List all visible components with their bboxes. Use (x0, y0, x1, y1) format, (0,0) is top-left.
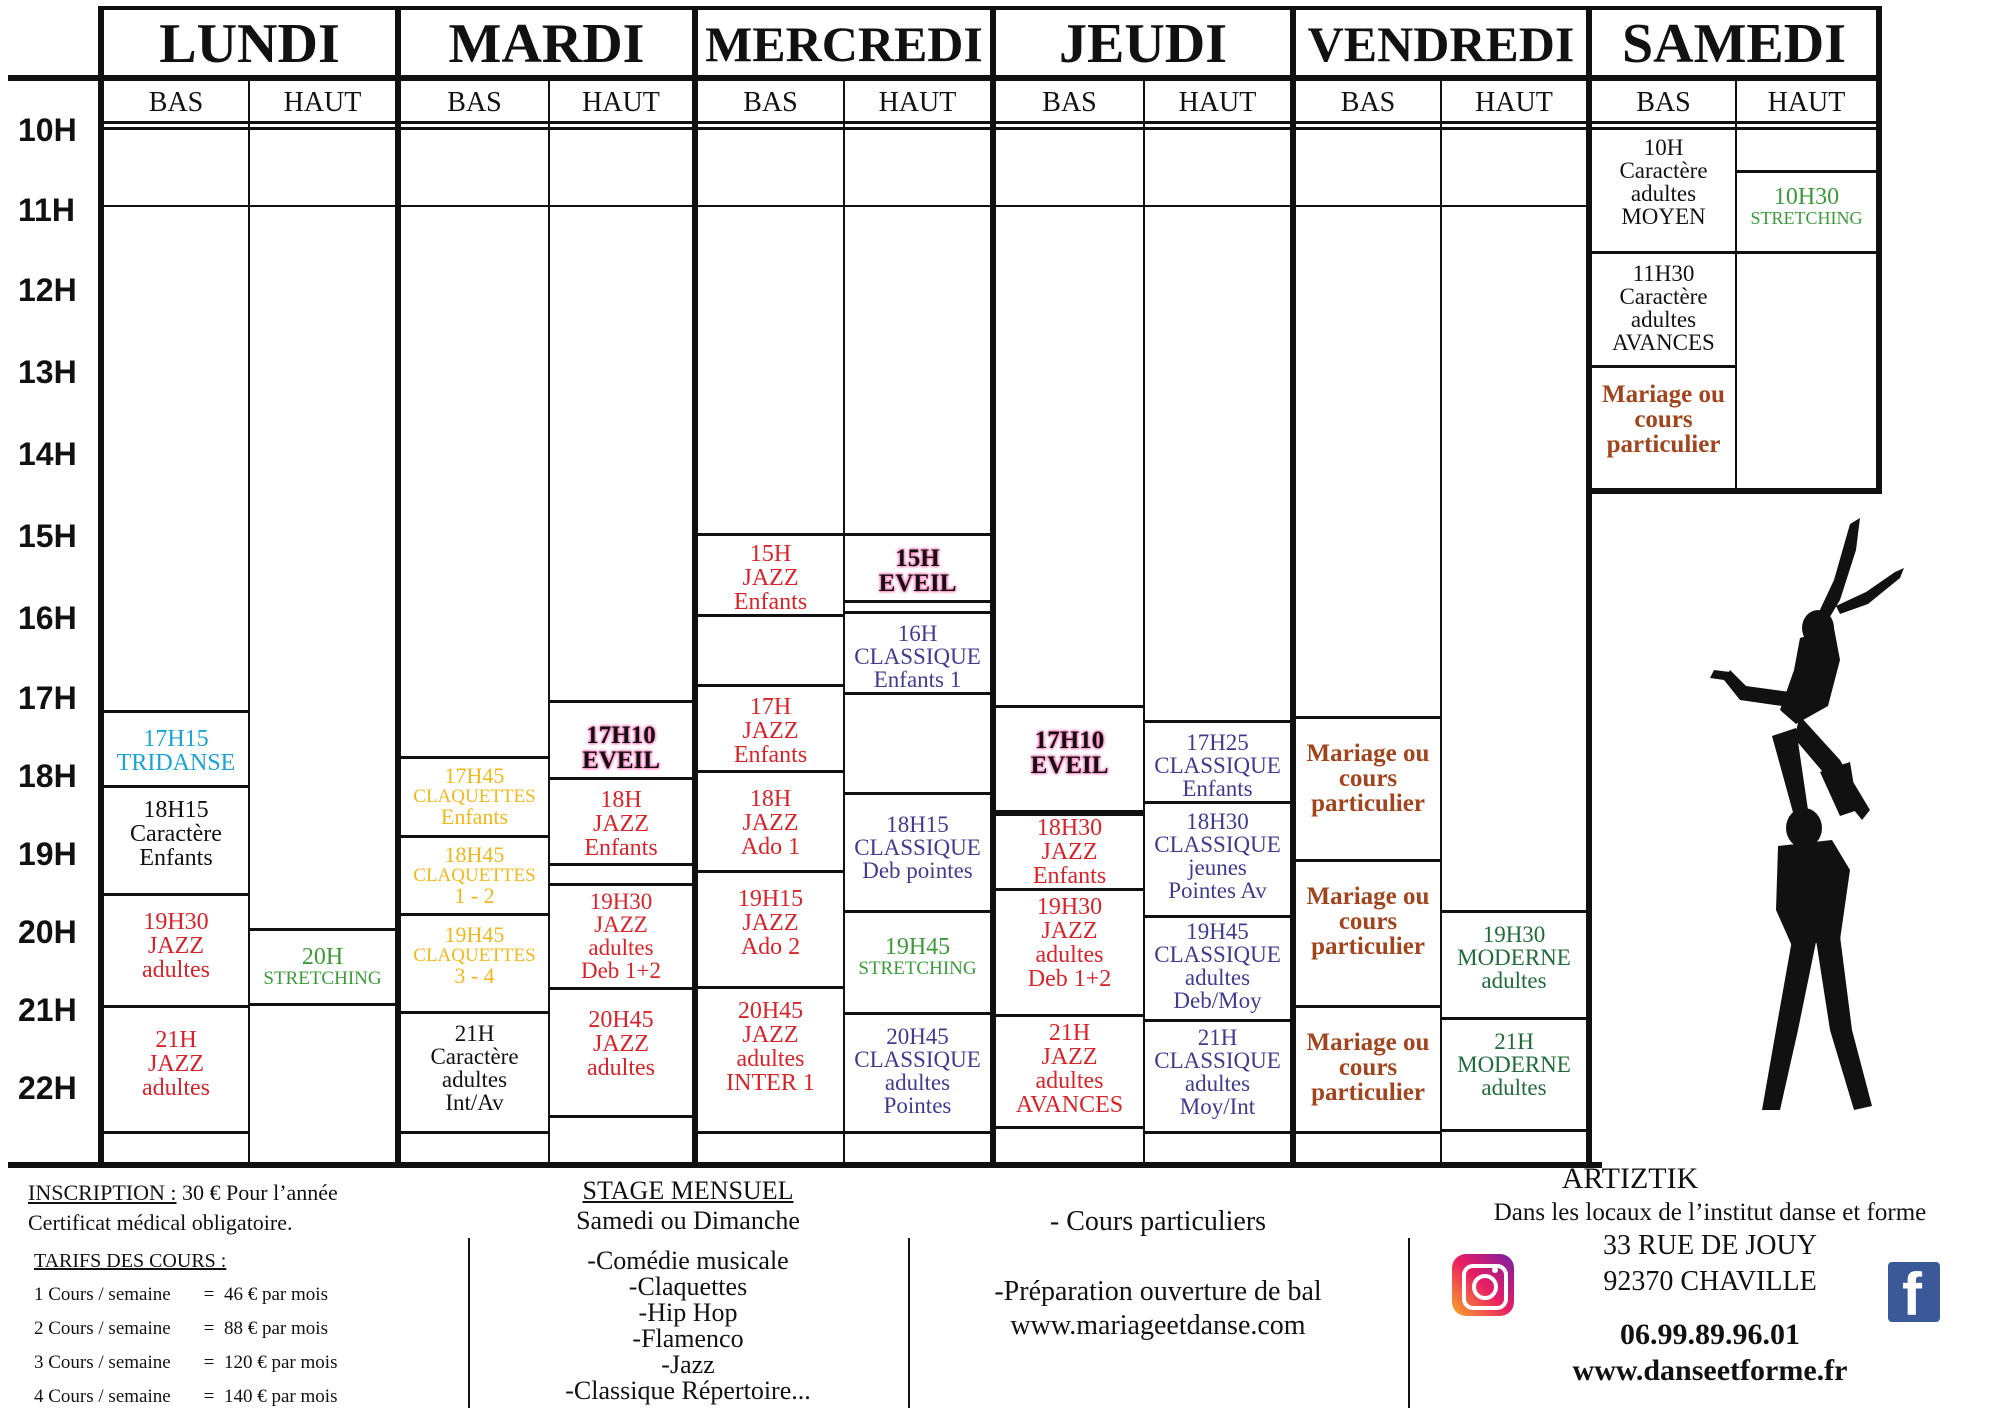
hour-label: 11H (18, 192, 75, 228)
slot-line: Mariage ou (1602, 381, 1725, 408)
footer-divider (908, 1238, 910, 1408)
stage-item: -Jazz (661, 1350, 715, 1379)
class-slot (550, 866, 692, 886)
class-slot (1592, 130, 1735, 254)
hour-label: 17H (18, 680, 77, 716)
tarif-eq: = (203, 1318, 215, 1339)
tarif-prix: 120 € par mois (224, 1352, 338, 1373)
slot-time: 17H45 (444, 763, 505, 788)
class-slot (1296, 716, 1440, 862)
slot-line: MOYEN (1621, 204, 1706, 229)
class-slot (845, 611, 990, 695)
slot-line: Enfants (733, 742, 808, 768)
slot-line: STRETCHING (263, 968, 382, 989)
stage-item: -Comédie musicale (587, 1246, 789, 1275)
slot-line: JAZZ (742, 1022, 799, 1048)
slot-time: 21H (454, 1021, 495, 1046)
slot-line: STRETCHING (858, 958, 977, 979)
slot-line: Caractère (430, 1044, 519, 1069)
slot-line: JAZZ (742, 565, 799, 591)
slot-line: CLASSIQUE (854, 644, 981, 669)
sub-bas: BAS (1340, 87, 1396, 118)
slot-line: Enfants (440, 804, 509, 829)
slot-line: Enfants (733, 589, 808, 615)
preparation-bal: -Préparation ouverture de bal (994, 1276, 1322, 1307)
slot-line: particulier (1606, 431, 1721, 458)
day-title-lundi: LUNDI (159, 13, 340, 72)
day-divider (1876, 6, 1882, 494)
slot-time: 10H (1643, 135, 1684, 160)
class-slot (845, 1015, 990, 1134)
tarif-eq: = (203, 1386, 215, 1407)
slot-line: JAZZ (1041, 1044, 1098, 1070)
slot-line: Mariage ou (1306, 1029, 1430, 1056)
address-city: 92370 CHAVILLE (1603, 1266, 1817, 1297)
slot-line: Moy/Int (1179, 1094, 1256, 1119)
class-slot (104, 788, 248, 896)
slot-line: adultes (1184, 965, 1251, 990)
class-slot (1145, 720, 1290, 804)
class-slot (401, 756, 548, 838)
slot-time: 16H (897, 621, 938, 646)
hour-label: 18H (18, 758, 77, 794)
slot-line: Deb/Moy (1173, 988, 1262, 1013)
slot-line: Enfants (1032, 863, 1107, 889)
tarif-row (34, 1348, 474, 1378)
slot-time: 19H30 (589, 889, 653, 914)
address-street: 33 RUE DE JOUY (1603, 1230, 1817, 1261)
sub-bas: BAS (1042, 87, 1097, 118)
slot-line: adultes (1035, 942, 1104, 968)
class-slot (996, 705, 1143, 813)
class-slot (698, 533, 843, 617)
samedi-bottom-line (1592, 488, 1882, 494)
class-slot (1145, 1022, 1290, 1134)
instagram-icon[interactable] (1452, 1254, 1514, 1316)
day-title-vendredi: VENDREDI (1307, 16, 1575, 72)
sub-haut: HAUT (1767, 87, 1846, 118)
slot-line: Caractère (1619, 158, 1708, 183)
slot-line: adultes (441, 1067, 508, 1092)
slot-line: JAZZ (1041, 839, 1098, 865)
slot-line: Deb 1+2 (1027, 966, 1112, 992)
slot-line: Int/Av (445, 1090, 504, 1115)
footer-divider (1408, 1238, 1410, 1408)
sub-bas: BAS (743, 87, 798, 118)
slot-time: 21H (1048, 1020, 1091, 1046)
tarif-eq: = (203, 1284, 215, 1305)
slot-line: JAZZ (148, 1051, 204, 1077)
stage-title: STAGE MENSUEL (582, 1176, 794, 1205)
day-title-mercredi: MERCREDI (705, 16, 983, 72)
slot-line: CLASSIQUE (1154, 942, 1281, 967)
slot-line: adultes (1630, 181, 1697, 206)
slot-line: CLASSIQUE (854, 1047, 981, 1072)
slot-line: particulier (1311, 1079, 1425, 1106)
tarif-row (34, 1280, 474, 1310)
class-slot (550, 780, 692, 866)
brand-name: ARTIZTIK (1561, 1162, 1699, 1195)
stage-subtitle: Samedi ou Dimanche (576, 1206, 800, 1235)
class-slot (1592, 254, 1735, 368)
class-slot (1592, 368, 1735, 488)
slot-time: 21H (1197, 1025, 1238, 1050)
hour-10-line (98, 205, 1592, 207)
class-slot (698, 687, 843, 773)
slot-line: adultes (587, 1055, 655, 1081)
class-slot (1296, 1008, 1440, 1134)
slot-line: AVANCES (1612, 330, 1715, 355)
sub-bas: BAS (148, 87, 204, 118)
slot-time: 17H10 (1034, 727, 1105, 754)
class-slot (845, 913, 990, 1015)
stage-item: -Claquettes (628, 1272, 748, 1301)
slot-line: Mariage ou (1306, 740, 1430, 767)
slot-line: Enfants 1 (873, 667, 962, 692)
sub-divider (1735, 81, 1737, 491)
stage-item: -Flamenco (632, 1324, 744, 1353)
slot-line: Deb pointes (862, 858, 973, 883)
hour-label: 12H (18, 272, 77, 308)
slot-time: 20H45 (886, 1024, 949, 1049)
footer-divider (468, 1238, 470, 1408)
slot-time: 19H30 (1482, 922, 1546, 947)
class-slot (104, 710, 248, 788)
slot-line: adultes (1184, 1071, 1251, 1096)
slot-line: Ado 2 (740, 934, 801, 960)
slot-line: adultes (736, 1046, 805, 1072)
slot-time: 19H45 (1186, 919, 1249, 944)
slot-line: Mariage ou (1306, 883, 1430, 910)
slot-time: 19H45 (444, 922, 505, 947)
slot-line: CLAQUETTES (413, 865, 536, 886)
hour-label: 10H (18, 112, 77, 148)
tarifs-label: TARIFS DES COURS : (34, 1250, 227, 1272)
inscription-text: 30 € Pour l’année (176, 1180, 338, 1205)
slot-line: MODERNE (1457, 945, 1571, 970)
slot-line: CLAQUETTES (413, 786, 536, 807)
class-slot (1145, 918, 1290, 1022)
class-slot (698, 873, 843, 989)
slot-line: Enfants (139, 845, 213, 871)
tarif-cours: 1 Cours / semaine (34, 1284, 171, 1305)
slot-line: JAZZ (593, 1031, 649, 1057)
hour-label: 13H (18, 354, 77, 390)
stage-item: -Classique Répertoire... (565, 1376, 811, 1405)
slot-line: CLASSIQUE (1154, 832, 1281, 857)
class-slot (996, 1017, 1143, 1129)
slot-time: 19H15 (737, 886, 804, 912)
slot-line: adultes (588, 935, 654, 960)
slot-line: JAZZ (148, 933, 204, 959)
slot-line: MODERNE (1457, 1052, 1571, 1077)
inscription-label: INSCRIPTION : (28, 1180, 177, 1205)
tarif-prix: 46 € par mois (224, 1284, 328, 1305)
slot-line: CLASSIQUE (1154, 1048, 1281, 1073)
slot-time: 18H15 (886, 812, 949, 837)
class-slot (401, 1014, 548, 1134)
slot-time: 17H (749, 694, 792, 720)
slot-line: Pointes (883, 1093, 952, 1118)
class-slot (104, 896, 248, 1008)
tarif-row (34, 1314, 474, 1344)
slot-line: adultes (1481, 1075, 1547, 1100)
class-slot (1145, 804, 1290, 918)
class-slot (698, 773, 843, 873)
hour-label: 16H (18, 600, 77, 636)
phone-number[interactable]: 06.99.89.96.01 (1620, 1318, 1800, 1351)
slot-line: EVEIL (878, 570, 957, 597)
slot-line: EVEIL (582, 747, 660, 774)
tarif-prix: 88 € par mois (224, 1318, 328, 1339)
slot-line: INTER 1 (726, 1070, 815, 1096)
slot-line: Caractère (1619, 284, 1708, 309)
slot-time: 17H15 (143, 726, 209, 752)
slot-time: 19H30 (143, 909, 209, 935)
grid-header-line (8, 75, 1882, 81)
hour-label: 21H (18, 992, 77, 1028)
slot-line: adultes (142, 957, 210, 983)
slot-line: AVANCES (1015, 1092, 1124, 1118)
class-slot (401, 838, 548, 916)
slot-line: adultes (142, 1075, 210, 1101)
class-slot (550, 700, 692, 780)
slot-time: 18H30 (1186, 809, 1249, 834)
slot-line: Ado 1 (740, 834, 801, 860)
sub-haut: HAUT (878, 87, 957, 118)
class-slot (1296, 862, 1440, 1008)
class-slot (550, 886, 692, 990)
hour-label: 22H (18, 1070, 77, 1106)
slot-line: cours (1338, 1054, 1398, 1081)
hour-label: 19H (18, 836, 77, 872)
slot-time: 18H15 (143, 797, 209, 823)
slot-time: 20H45 (588, 1007, 654, 1033)
class-slot (845, 533, 990, 603)
class-slot (845, 695, 990, 795)
mariage-link[interactable]: www.mariageetdanse.com (1010, 1310, 1306, 1341)
slot-time: 18H30 (1036, 815, 1103, 841)
tarif-cours: 3 Cours / semaine (34, 1352, 171, 1373)
website-link[interactable]: www.danseetforme.fr (1572, 1354, 1848, 1387)
slot-line: EVEIL (1030, 752, 1109, 779)
facebook-icon[interactable]: f (1888, 1262, 1940, 1322)
slot-line: adultes (1481, 968, 1547, 993)
slot-time: 18H45 (444, 842, 505, 867)
sub-haut: HAUT (283, 87, 362, 118)
slot-time: 18H (600, 787, 642, 813)
tarif-cours: 4 Cours / semaine (34, 1386, 171, 1407)
slot-time: 17H10 (586, 722, 656, 749)
sub-bas: BAS (447, 87, 502, 118)
slot-line: cours (1338, 765, 1398, 792)
class-slot (845, 795, 990, 913)
stage-item: -Hip Hop (638, 1298, 738, 1327)
class-slot (104, 1008, 248, 1134)
sub-haut: HAUT (1475, 87, 1553, 118)
slot-line: jeunes (1188, 855, 1247, 880)
class-slot (550, 990, 692, 1118)
slot-line: JAZZ (742, 910, 799, 936)
class-slot (1737, 170, 1876, 254)
sub-haut: HAUT (582, 87, 660, 118)
slot-line: Pointes Av (1168, 878, 1267, 903)
slot-line: CLASSIQUE (1154, 753, 1281, 778)
day-title-samedi: SAMEDI (1621, 13, 1847, 72)
day-title-jeudi: JEUDI (1058, 13, 1228, 72)
slot-line: JAZZ (593, 811, 649, 837)
slot-line: 3 - 4 (454, 963, 495, 988)
slot-line: adultes (1630, 307, 1697, 332)
locaux-text: Dans les locaux de l’institut danse et forme (1493, 1199, 1927, 1226)
sub-haut: HAUT (1178, 87, 1257, 118)
slot-time: 15H (749, 541, 792, 567)
slot-time: 20H (301, 944, 344, 970)
slot-time: 19H45 (884, 934, 951, 960)
slot-time: 10H30 (1773, 184, 1840, 210)
class-slot (698, 989, 843, 1134)
class-slot (401, 916, 548, 1014)
slot-line: Enfants (1182, 776, 1253, 801)
slot-line: STRETCHING (1750, 208, 1863, 228)
slot-line: Deb 1+2 (580, 958, 662, 983)
slot-line: TRIDANSE (116, 750, 236, 776)
slot-line: adultes (1035, 1068, 1104, 1094)
tarif-row (34, 1382, 474, 1412)
certificat-text: Certificat médical obligatoire. (28, 1210, 293, 1235)
slot-line: JAZZ (594, 912, 648, 937)
class-slot (996, 891, 1143, 1017)
day-title-mardi: MARDI (448, 13, 645, 72)
slot-time: 17H25 (1186, 730, 1249, 755)
slot-time: 19H30 (1036, 894, 1103, 920)
class-slot (996, 813, 1143, 891)
class-slot (1442, 910, 1586, 1020)
class-slot (1442, 1020, 1586, 1132)
hour-label: 15H (18, 518, 77, 554)
slot-line: CLASSIQUE (854, 835, 981, 860)
slot-line: JAZZ (1041, 918, 1098, 944)
slot-time: 11H30 (1632, 261, 1695, 286)
tarif-cours: 2 Cours / semaine (34, 1318, 171, 1339)
sub-bas: BAS (1636, 87, 1691, 118)
tarif-prix: 140 € par mois (224, 1386, 338, 1407)
slot-line: JAZZ (742, 810, 799, 836)
slot-line: Enfants (584, 835, 658, 861)
slot-line: cours (1338, 908, 1398, 935)
slot-line: Caractère (130, 821, 222, 847)
slot-line: 1 - 2 (454, 883, 495, 908)
tarif-eq: = (203, 1352, 215, 1373)
slot-time: 21H (1494, 1029, 1534, 1054)
slot-line: particulier (1311, 790, 1425, 817)
slot-time: 21H (155, 1027, 197, 1053)
slot-time: 15H (895, 545, 940, 572)
slot-line: CLAQUETTES (413, 945, 536, 966)
hour-label: 20H (18, 914, 77, 950)
slot-line: adultes (884, 1070, 951, 1095)
dancers-silhouette (1700, 510, 1930, 1130)
slot-line: cours (1634, 406, 1693, 433)
slot-time: 20H45 (737, 998, 804, 1024)
class-slot (698, 617, 843, 687)
slot-line: JAZZ (742, 718, 799, 744)
slot-time: 18H (749, 786, 792, 812)
class-slot (250, 928, 395, 1006)
hour-label: 14H (18, 436, 77, 472)
inscription-line (28, 1178, 448, 1208)
cours-particuliers: - Cours particuliers (1049, 1206, 1267, 1237)
slot-line: particulier (1311, 933, 1425, 960)
